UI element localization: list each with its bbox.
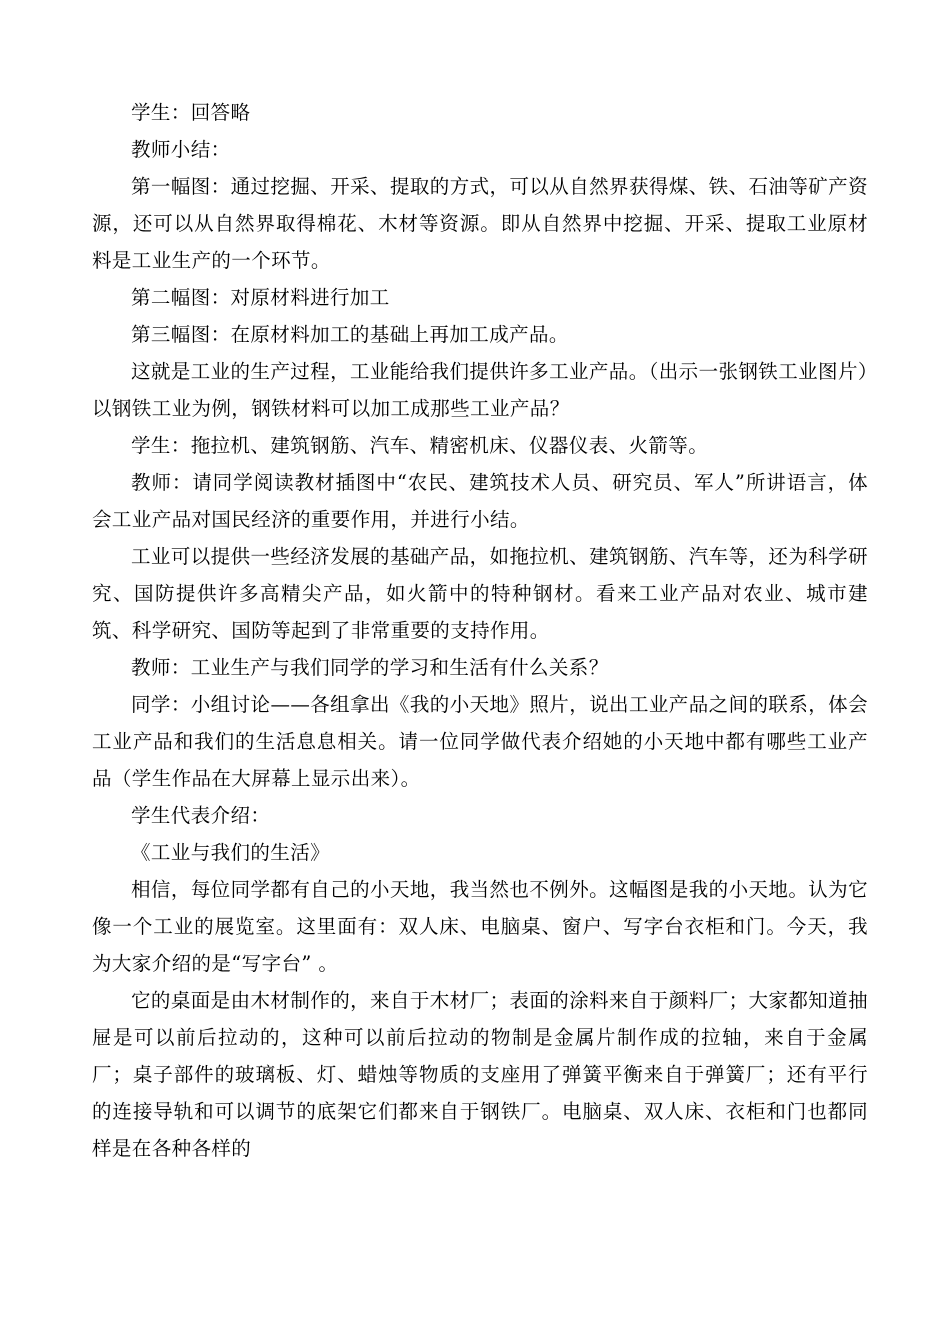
paragraph-teacher-summary-heading: 教师小结： <box>131 138 231 161</box>
paragraph-essay-title: 《工业与我们的生活》 <box>131 841 331 864</box>
paragraph-my-space: 相信，每位同学都有自己的小天地，我当然也不例外。这幅图是我的小天地。认为它像一个工业的展览室。这里面有：双人床、电脑桌、窗户、写字台衣柜和门。今天，我为大家介绍的是“写字台” 。 <box>92 878 868 975</box>
paragraph-teacher-question: 教师：工业生产与我们同学的学习和生活有什么关系？ <box>131 656 609 679</box>
paragraph-teacher-reading: 教师：请同学阅读教材插图中“农民、建筑技术人员、研究员、军人”所讲语言，体会工业产品对国民经济的重要作用，并进行小结。 <box>92 471 868 531</box>
paragraph-student-products: 学生：拖拉机、建筑钢筋、汽车、精密机床、仪器仪表、火箭等。 <box>131 434 709 457</box>
paragraph-desk-description: 它的桌面是由木材制作的，来自于木材厂；表面的涂料来自于颜料厂；大家都知道抽屉是可以前后拉动的，这种可以前后拉动的物制是金属片制作成的拉轴，来自于金属厂；桌子部件的玻璃板、灯、蜡烛等物质的支座用了弹簧平衡来自于弹簧厂；还有平行的连接导轨和可以调节的底架它们都来自于钢铁厂。电脑桌、双人床、衣柜和门也都同样是在各种各样的 <box>92 989 868 1160</box>
paragraph-student-answer: 学生：回答略 <box>131 101 251 124</box>
paragraph-industry-role: 工业可以提供一些经济发展的基础产品，如拖拉机、建筑钢筋、汽车等，还为科学研究、国防提供许多高精尖产品，如火箭中的特种钢材。看来工业产品对农业、城市建筑、科学研究、国防等起到了非常重要的支持作用。 <box>92 545 868 642</box>
paragraph-second-picture: 第二幅图：对原材料进行加工 <box>131 286 390 309</box>
paragraph-production-process: 这就是工业的生产过程，工业能给我们提供许多工业产品。（出示一张钢铁工业图片）以钢铁工业为例，钢铁材料可以加工成那些工业产品？ <box>92 360 868 420</box>
paragraph-first-picture: 第一幅图：通过挖掘、开采、提取的方式，可以从自然界获得煤、铁、石油等矿产资源，还可以从自然界取得棉花、木材等资源。即从自然界中挖掘、开采、提取工业原材料是工业生产的一个环节。 <box>92 175 868 272</box>
paragraph-student-representative: 学生代表介绍： <box>131 804 271 827</box>
paragraph-group-discussion: 同学：小组讨论——各组拿出《我的小天地》照片，说出工业产品之间的联系，体会工业产品和我们的生活息息相关。请一位同学做代表介绍她的小天地中都有哪些工业产品（学生作品在大屏幕上显示出来）。 <box>92 693 868 790</box>
paragraph-third-picture: 第三幅图：在原材料加工的基础上再加工成产品。 <box>131 323 569 346</box>
document-page <box>92 94 868 1167</box>
